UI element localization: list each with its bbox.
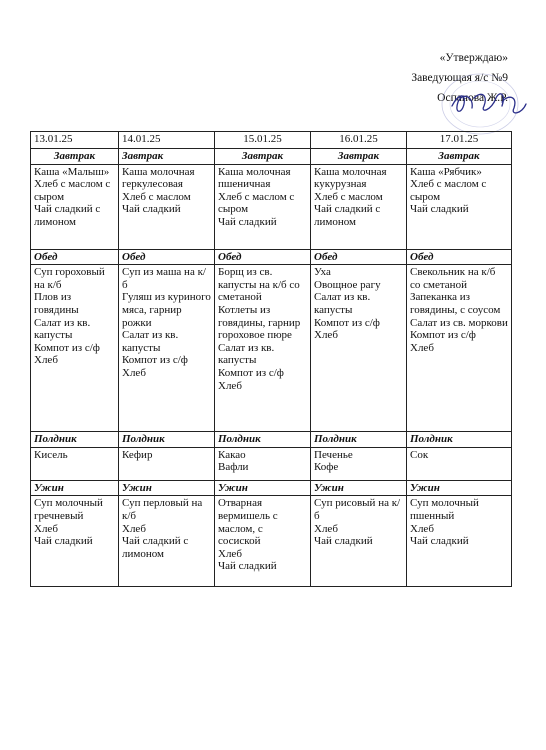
approval-heading: «Утверждаю»: [439, 52, 508, 64]
meal-header: Обед: [407, 249, 512, 265]
dish: Салат из кв. капусты: [218, 341, 275, 367]
meal-header: Обед: [215, 249, 311, 265]
meal-header: Завтрак: [407, 149, 512, 165]
dish: Плов из говядины: [34, 291, 79, 316]
dish: Компот из с/ф: [122, 354, 188, 367]
dish: Суп молочный гречневый: [34, 497, 103, 522]
menu-cell: [215, 496, 311, 587]
dish: Хлеб: [314, 522, 338, 535]
meal-header: Обед: [119, 249, 215, 265]
date-cell: 13.01.25: [31, 132, 119, 149]
lunch-header-row: [31, 249, 512, 265]
dish: Хлеб с маслом с сыром: [410, 178, 487, 203]
dish: Хлеб: [34, 522, 58, 535]
menu-cell: [31, 265, 119, 432]
dish: Чай сладкий с лимоном: [122, 535, 189, 560]
dish: Гуляш из куриного мяса, гарнир рожки: [122, 291, 211, 329]
dish: Салат из св. моркови: [410, 316, 508, 329]
meal-header: Завтрак: [311, 149, 407, 165]
dish: Свекольник на к/б со сметаной: [410, 266, 496, 291]
meal-header: Полдник: [311, 432, 407, 448]
dish: Хлеб: [218, 547, 242, 560]
dish: Чай сладкий: [122, 203, 181, 216]
dish: Хлеб: [410, 522, 434, 535]
dish: Хлеб: [122, 522, 146, 535]
dish: Вафли: [218, 461, 249, 474]
dish: Каша молочная геркулесовая: [122, 165, 195, 191]
dish: Чай сладкий: [410, 535, 469, 548]
menu-cell: [31, 164, 119, 249]
menu-cell: [215, 447, 311, 480]
breakfast-row: [31, 164, 512, 249]
dish: Хлеб: [410, 341, 434, 354]
menu-table: [30, 131, 512, 587]
snack-row: [31, 447, 512, 480]
dish: Хлеб: [122, 366, 146, 379]
menu-cell: [31, 447, 119, 480]
menu-cell: [311, 265, 407, 432]
dish: Каша молочная кукурузная: [314, 165, 387, 191]
date-cell: 14.01.25: [119, 132, 215, 149]
dish: Компот из с/ф: [34, 341, 100, 354]
dish: Суп рисовый на к/б: [314, 497, 401, 522]
menu-cell: [119, 496, 215, 587]
menu-cell: [407, 447, 512, 480]
dish: Кисель: [34, 448, 68, 461]
dish: Кефир: [122, 448, 153, 461]
dish: Хлеб с маслом с сыром: [218, 190, 295, 216]
menu-cell: [119, 265, 215, 432]
menu-cell: [407, 164, 512, 249]
dish: Чай сладкий: [218, 560, 277, 573]
dish: Салат из кв. капусты: [34, 316, 91, 342]
meal-header: Полдник: [407, 432, 512, 448]
meal-header: Завтрак: [215, 149, 311, 165]
dinner-header-row: [31, 480, 512, 496]
dates-row: [31, 132, 512, 149]
date-cell: 17.01.25: [407, 132, 512, 149]
menu-cell: [119, 164, 215, 249]
meal-header: Обед: [311, 249, 407, 265]
dish: Чай сладкий: [314, 535, 373, 548]
menu-cell: [215, 164, 311, 249]
meal-header: Завтрак: [31, 149, 119, 165]
dish: Компот из с/ф: [218, 366, 284, 379]
date-cell: 15.01.25: [215, 132, 311, 149]
snack-header-row: [31, 432, 512, 448]
meal-header: Полдник: [119, 432, 215, 448]
dish: Суп гороховый на к/б: [34, 266, 105, 291]
dish: Печенье: [314, 448, 353, 461]
dish: Овощное рагу: [314, 278, 381, 291]
dish: Сок: [410, 448, 429, 461]
meal-header: Полдник: [31, 432, 119, 448]
menu-cell: [119, 447, 215, 480]
meal-header: Ужин: [31, 480, 119, 496]
dish: Чай сладкий с лимоном: [314, 203, 381, 228]
dish: Чай сладкий с лимоном: [34, 203, 101, 228]
meal-header: Ужин: [311, 480, 407, 496]
dish: Салат из кв. капусты: [122, 329, 179, 354]
dish: Каша «Малыш»: [34, 165, 110, 178]
dish: Отварная вермишель с маслом, с сосиской: [218, 497, 278, 548]
dish: Каша молочная пшеничная: [218, 165, 291, 191]
dish: Чай сладкий: [410, 203, 469, 216]
dish: Котлеты из говядины, гарнир гороховое пюре: [218, 303, 301, 342]
dish: Хлеб с маслом с сыром: [34, 178, 111, 203]
signature-icon: [448, 84, 528, 124]
dish: Суп молочный пшенный: [410, 497, 479, 522]
dish: Хлеб: [34, 354, 58, 367]
dish: Кофе: [314, 461, 339, 474]
dish: Хлеб с маслом: [314, 190, 383, 203]
date-cell: 16.01.25: [311, 132, 407, 149]
dish: Запеканка из говядины, с соусом: [410, 291, 501, 316]
menu-cell: [407, 496, 512, 587]
approval-position: Заведующая я/с №9: [411, 72, 508, 84]
dish: Уха: [314, 266, 331, 279]
dish: Суп из маша на к/б: [122, 266, 206, 291]
lunch-row: [31, 265, 512, 432]
approval-name: Оспанова Ж.Р.: [437, 92, 508, 104]
dish: Хлеб: [314, 329, 338, 342]
dish: Чай сладкий: [218, 215, 277, 228]
dish: Компот из с/ф: [410, 329, 476, 342]
meal-header: Завтрак: [119, 149, 215, 165]
dish: Суп перловый на к/б: [122, 497, 203, 522]
menu-cell: [311, 496, 407, 587]
dish: Борщ из св. капусты на к/б со сметаной: [218, 266, 300, 304]
dinner-row: [31, 496, 512, 587]
dish: Хлеб: [218, 379, 242, 392]
dish: Каша «Рябчик»: [410, 165, 482, 178]
dish: Салат из кв. капусты: [314, 291, 371, 316]
dish: Хлеб с маслом: [122, 190, 191, 203]
meal-header: Полдник: [215, 432, 311, 448]
meal-header: Ужин: [215, 480, 311, 496]
meal-header: Обед: [31, 249, 119, 265]
menu-cell: [31, 496, 119, 587]
menu-cell: [215, 265, 311, 432]
menu-cell: [311, 164, 407, 249]
dish: Какао: [218, 448, 246, 461]
meal-header: Ужин: [119, 480, 215, 496]
dish: Чай сладкий: [34, 535, 93, 548]
dish: Компот из с/ф: [314, 316, 380, 329]
meal-header: Ужин: [407, 480, 512, 496]
menu-cell: [407, 265, 512, 432]
menu-cell: [311, 447, 407, 480]
breakfast-header-row: [31, 149, 512, 165]
